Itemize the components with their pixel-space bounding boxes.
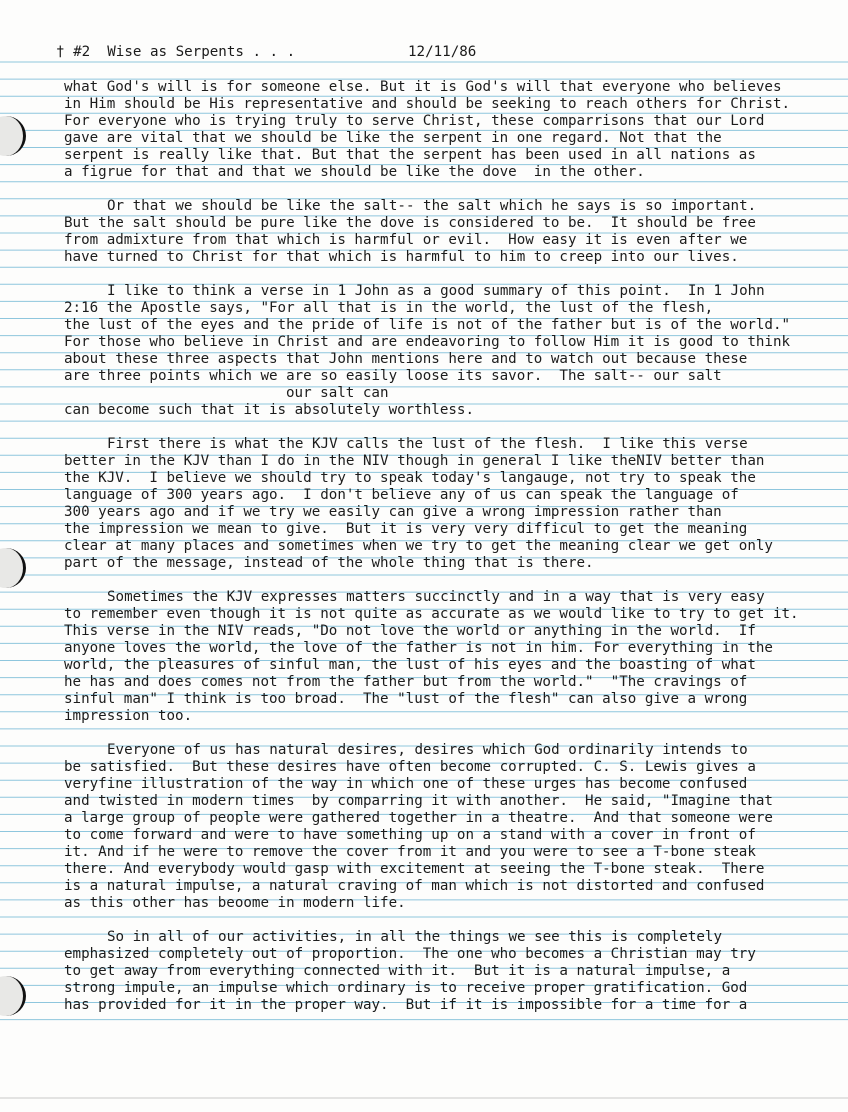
text-line: he has and does comes not from the father but from the world." "The cravings of (64, 674, 748, 690)
text-line: This verse in the NIV reads, "Do not love the world or anything in the world. If (64, 623, 756, 639)
text-line: the lust of the eyes and the pride of life is not of the father but is of the world." (64, 317, 791, 333)
text-line: a large group of people were gathered together in a theatre. And that someone were (64, 810, 773, 826)
text-line: be satisfied. But these desires have often become corrupted. C. S. Lewis gives a (64, 759, 756, 775)
paragraph-gap (64, 725, 804, 742)
paragraph-gap (64, 181, 804, 198)
text-line: sinful man" I think is too broad. The "lust of the flesh" can also give a wrong (64, 691, 748, 707)
text-line: from admixture from that which is harmful or evil. How easy it is even after we (64, 232, 748, 248)
text-line: there. And everybody would gasp with excitement at seeing the T-bone steak. There (64, 861, 765, 877)
text-line: First there is what the KJV calls the lust of the flesh. I like this verse (107, 436, 748, 452)
text-line: language of 300 years ago. I don't believe any of us can speak the language of (64, 487, 739, 503)
text-line: I like to think a verse in 1 John as a good summary of this point. In 1 John (107, 283, 765, 299)
paragraph-gap (64, 266, 804, 283)
text-line: But the salt should be pure like the dove is considered to be. It should be free (64, 215, 756, 231)
page-header (56, 42, 756, 62)
text-line: to come forward and were to have something up on a stand with a cover in front of (64, 827, 756, 843)
header-date: 12/11/86 (408, 44, 477, 60)
text-line: 2:16 the Apostle says, "For all that is in the world, the lust of the flesh, (64, 300, 714, 316)
text-line: is a natural impulse, a natural craving of man which is not distorted and confused (64, 878, 765, 894)
binder-hole-top (0, 116, 26, 156)
text-line: has provided for it in the proper way. But if it is impossible for a time for a (64, 997, 748, 1013)
text-line: gave are vital that we should be like the serpent in one regard. Not that the (64, 130, 722, 146)
text-line: For everyone who is trying truly to serve Christ, these comparrisons that our Lord (64, 113, 765, 129)
text-line: Everyone of us has natural desires, desires which God ordinarily intends to (107, 742, 748, 758)
text-line: emphasized completely out of proportion. The one who becomes a Christian may try (64, 946, 756, 962)
text-line: what God's will is for someone else. But it is God's will that everyone who believes (64, 79, 782, 95)
text-line: So in all of our activities, in all the things we see this is completely (107, 929, 722, 945)
text-line: to get away from everything connected with it. But it is a natural impulse, a (64, 963, 731, 979)
text-line: clear at many places and sometimes when we try to get the meaning clear we get only (64, 538, 773, 554)
text-line: can become such that it is absolutely worthless. (64, 402, 474, 418)
header-title: † #2 Wise as Serpents . . . (56, 44, 296, 60)
paragraph-gap (64, 419, 804, 436)
inserted-text-line: our salt can (286, 385, 389, 401)
text-line: and twisted in modern times by comparring it with another. He said, "Imagine that (64, 793, 773, 809)
binder-hole-bottom (0, 976, 26, 1016)
text-line: strong impule, an impulse which ordinary is to receive proper gratification. God (64, 980, 748, 996)
text-line: are three points which we are so easily loose its savor. The salt-- our salt (64, 368, 722, 384)
paragraph-gap (64, 912, 804, 929)
text-line: as this other has beoome in modern life. (64, 895, 406, 911)
text-line: For those who believe in Christ and are endeavoring to follow Him it is good to think (64, 334, 791, 350)
text-line: Or that we should be like the salt-- the salt which he says is so important. (107, 198, 757, 214)
text-line: better in the KJV than I do in the NIV though in general I like theNIV better than (64, 453, 765, 469)
text-line: about these three aspects that John mentions here and to watch out because these (64, 351, 748, 367)
text-line: anyone loves the world, the love of the father is not in him. For everything in the (64, 640, 773, 656)
text-line: have turned to Christ for that which is harmful to him to creep into our lives. (64, 249, 739, 265)
text-line: impression too. (64, 708, 193, 724)
text-line: the KJV. I believe we should try to speak today's langauge, not try to speak the (64, 470, 756, 486)
text-line: part of the message, instead of the whole thing that is there. (64, 555, 594, 571)
text-line: Sometimes the KJV expresses matters succinctly and in a way that is very easy (107, 589, 765, 605)
text-line: it. And if he were to remove the cover from it and you were to see a T-bone steak (64, 844, 756, 860)
text-line: serpent is really like that. But that the serpent has been used in all nations as (64, 147, 756, 163)
text-line: world, the pleasures of sinful man, the lust of his eyes and the boasting of what (64, 657, 756, 673)
text-line: the impression we mean to give. But it is very very difficul to get the meaning (64, 521, 748, 537)
text-line: 300 years ago and if we try we easily can give a wrong impression rather than (64, 504, 722, 520)
text-line: veryfine illustration of the way in which one of these urges has become confused (64, 776, 748, 792)
text-line: in Him should be His representative and should be seeking to reach others for Christ. (64, 96, 791, 112)
text-line: a figrue for that and that we should be like the dove in the other. (64, 164, 645, 180)
document-body (64, 79, 804, 1014)
paragraph-gap (64, 572, 804, 589)
text-line: to remember even though it is not quite as accurate as we would like to try to get it. (64, 606, 799, 622)
binder-hole-middle (0, 548, 26, 588)
